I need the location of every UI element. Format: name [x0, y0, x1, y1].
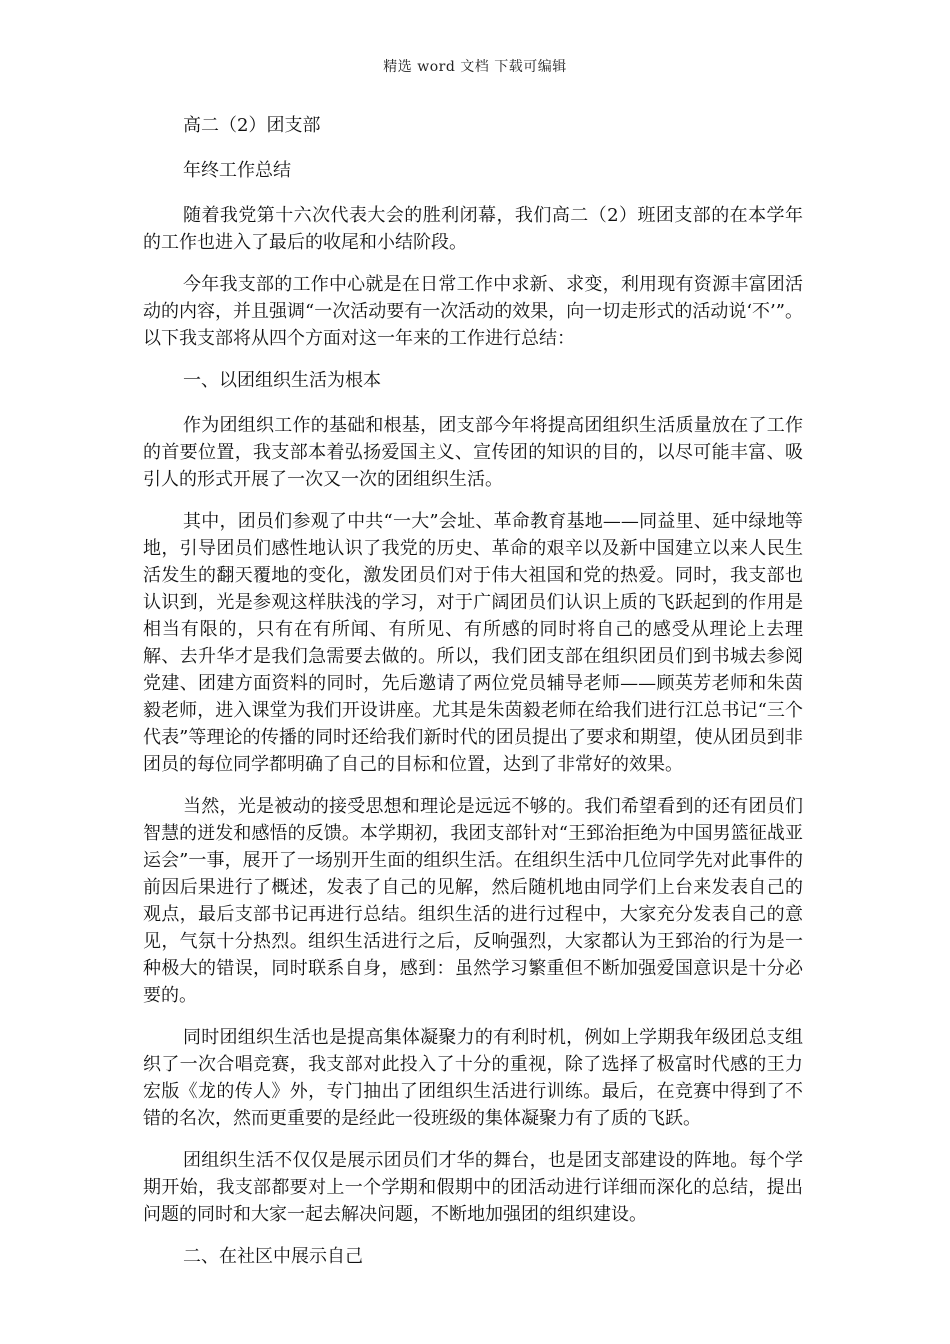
paragraph-organization: 团组织生活不仅仅是展示团员们才华的舞台，也是团支部建设的阵地。每个学期开始，我支部都要对上一个学期和假期中的团活动进行详细而深化的总结，提出问题的同时和大家一起去解决问题，不断地加强团的组织建设。: [143, 1150, 803, 1225]
paragraph-visits: 其中，团员们参观了中共“一大”会址、革命教育基地——同益里、延中绿地等地，引导团员们感性地认识了我党的历史、革命的艰辛以及新中国建立以来人民生活发生的翻天覆地的变化，激发团员们对于伟大祖国和党的热爱。同时，我支部也认识到，光是参观这样肤浅的学习，对于广阔团员们认识上质的飞跃起到的作用是相当有限的，只有在有所闻、有所见、有所感的同时将自己的感受从理论上去理解、去升华才是我们急需要去做的。所以，我们团支部在组织团员们到书城去参阅党建、团建方面资料的同时，先后邀请了两位党员辅导老师——顾英芳老师和朱茵毅老师，进入课堂为我们开设讲座。尤其是朱茵毅老师在给我们进行江总书记“三个代表”等理论的传播的同时还给我们新时代的团员提出了要求和期望，使从团员到非团员的每位同学都明确了自己的目标和位置，达到了非常好的效果。: [143, 511, 803, 775]
document-title-line-1: 高二（2）团支部: [183, 115, 321, 136]
paragraph-discussion: 当然，光是被动的接受思想和理论是远远不够的。我们希望看到的还有团员们智慧的迸发和感悟的反馈。本学期初，我团支部针对“王郅治拒绝为中国男篮征战亚运会”一事，展开了一场别开生面的组织生活。在组织生活中几位同学先对此事件的前因后果进行了概述，发表了自己的见解，然后随机地由同学们上台来发表自己的观点，最后支部书记再进行总结。组织生活的进行过程中，大家充分发表自己的意见，气氛十分热烈。组织生活进行之后，反响强烈，大家都认为王郅治的行为是一种极大的错误，同时联系自身，感到：虽然学习繁重但不断加强爱国意识是十分必要的。: [143, 796, 803, 1006]
paragraph-section1-intro: 作为团组织工作的基础和根基，团支部今年将提高团组织生活质量放在了工作的首要位置，我支部本着弘扬爱国主义、宣传团的知识的目的，以尽可能丰富、吸引人的形式开展了一次又一次的团组织生活。: [143, 415, 803, 490]
paragraph-choir: 同时团组织生活也是提高集体凝聚力的有利时机，例如上学期我年级团总支组织了一次合唱竞赛，我支部对此投入了十分的重视，除了选择了极富时代感的王力宏版《龙的传人》外，专门抽出了团组织生活进行训练。最后，在竞赛中得到了不错的名次，然而更重要的是经此一役班级的集体凝聚力有了质的飞跃。: [143, 1027, 803, 1129]
document-body: [143, 112, 803, 1288]
page-header: 精选 word 文档 下载可编辑: [383, 59, 567, 75]
paragraph-overview: 今年我支部的工作中心就是在日常工作中求新、求变，利用现有资源丰富团活动的内容，并且强调“一次活动要有一次活动的效果，向一切走形式的活动说‘不’”。以下我支部将从四个方面对这一年来的工作进行总结：: [143, 274, 803, 349]
document-title-line-2: 年终工作总结: [183, 160, 291, 181]
section-heading-2: 二、在社区中展示自己: [183, 1246, 363, 1267]
section-heading-1: 一、以团组织生活为根本: [183, 370, 381, 391]
paragraph-intro: 随着我党第十六次代表大会的胜利闭幕，我们高二（2）班团支部的在本学年的工作也进入了最后的收尾和小结阶段。: [143, 205, 803, 253]
